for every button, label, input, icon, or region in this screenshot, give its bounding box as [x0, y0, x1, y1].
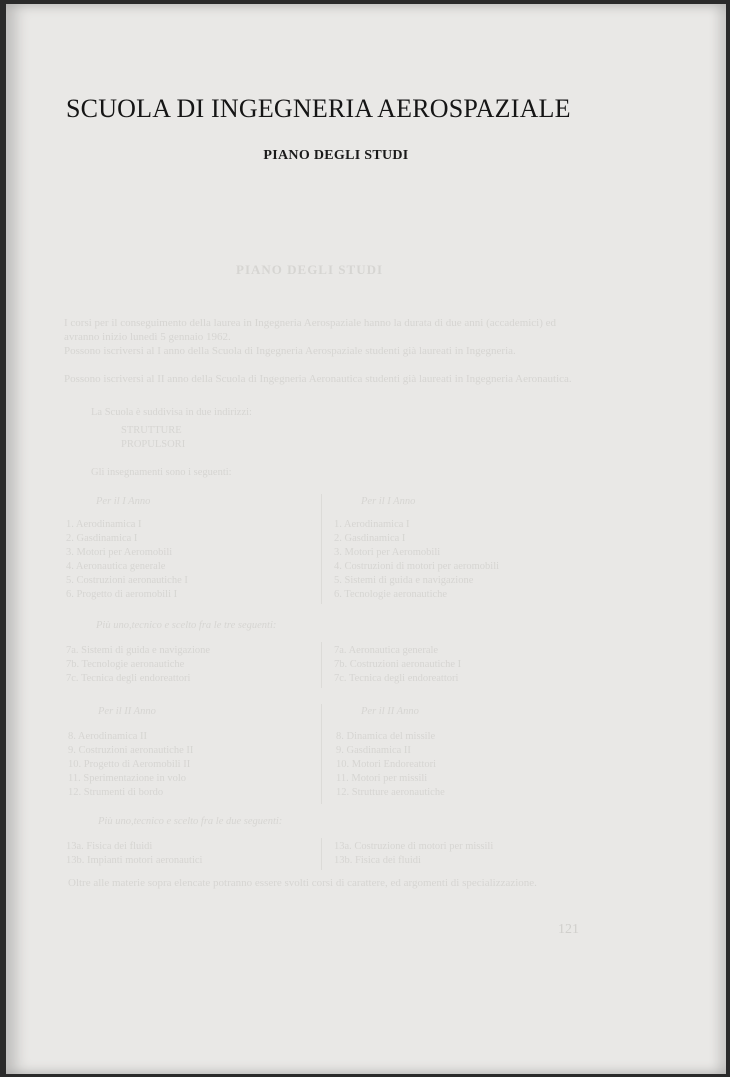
list-item: 2. Gasdinamica I	[66, 533, 138, 544]
list-item: 9. Gasdinamica II	[336, 745, 411, 756]
list-item: 11. Motori per missili	[336, 773, 428, 784]
list-item: 12. Strutture aeronautiche	[336, 787, 445, 798]
list-item: 7b. Costruzioni aeronautiche I	[334, 659, 462, 670]
list-item: 4. Aeronautica generale	[66, 561, 166, 572]
column-divider	[321, 494, 322, 604]
list-item: 7a. Sistemi di guida e navigazione	[66, 645, 211, 656]
show-through-year2-left-choice	[66, 840, 202, 868]
list-item: 7a. Aeronautica generale	[334, 645, 439, 656]
show-through-year2-right-title: Per il II Anno	[361, 706, 419, 717]
show-through-year1-right	[334, 518, 499, 602]
show-through-year1-right-title: Per il I Anno	[361, 496, 416, 507]
list-item: 1. Aerodinamica I	[334, 519, 410, 530]
show-through-year2-left	[68, 730, 193, 800]
show-through-teachings-intro: Gli insegnamenti sono i seguenti:	[91, 467, 232, 478]
list-item: 2. Gasdinamica I	[334, 533, 406, 544]
list-item: 7c. Tecnica degli endoreattori	[66, 673, 191, 684]
show-through-year2-right-choice	[334, 840, 493, 868]
show-through-section: STRUTTURE	[121, 425, 182, 436]
list-item: 9. Costruzioni aeronautiche II	[68, 745, 194, 756]
show-through-intro-1: I corsi per il conseguimento della laurea in Ingegneria Aerospaziale hanno la durata di due anni (accademici) ed avranno inizio lunedì 5 gennaio 1962.	[64, 317, 557, 343]
list-item: 3. Motori per Aeromobili	[66, 547, 173, 558]
show-through-intro-2: Possono iscriversi al I anno della Scuola di Ingegneria Aerospaziale studenti già laureati in Ingegneria.	[64, 345, 516, 357]
list-item: 6. Tecnologie aeronautiche	[334, 589, 448, 600]
show-through-year2-left-title: Per il II Anno	[98, 706, 156, 717]
show-through-year1-left-title: Per il I Anno	[96, 496, 151, 507]
list-item: 13b. Impianti motori aeronautici	[66, 855, 203, 866]
list-item: 12. Strumenti di bordo	[68, 787, 164, 798]
show-through-year1-choice-note: Più uno,tecnico e scelto fra le tre seguenti:	[96, 620, 277, 631]
column-divider	[321, 642, 322, 688]
show-through-intro-3: Possono iscriversi al II anno della Scuola di Ingegneria Aeronautica studenti già laureati in Ingegneria Aeronautica.	[64, 373, 572, 385]
show-through-year2-choice-note: Più uno,tecnico e scelto fra le due seguenti:	[98, 816, 283, 827]
document-page	[6, 4, 726, 1074]
list-item: 8. Aerodinamica II	[68, 731, 148, 742]
list-item: 10. Progetto di Aeromobili II	[68, 759, 191, 770]
list-item: 13a. Fisica dei fluidi	[66, 841, 153, 852]
list-item: 1. Aerodinamica I	[66, 519, 142, 530]
list-item: 10. Motori Endoreattori	[336, 759, 437, 770]
page-number: 121	[558, 922, 579, 937]
list-item: 6. Progetto di aeromobili I	[66, 589, 178, 600]
show-through-year1-left	[66, 518, 188, 602]
show-through-heading: PIANO DEGLI STUDI	[236, 262, 384, 277]
list-item: 7c. Tecnica degli endoreattori	[334, 673, 459, 684]
show-through-closing: Oltre alle materie sopra elencate potranno essere svolti corsi di carattere, ed argomenti di specializzazione.	[68, 877, 537, 889]
column-divider	[321, 704, 322, 804]
show-through-year1-right-choice	[334, 644, 461, 686]
list-item: 11. Sperimentazione in volo	[68, 773, 187, 784]
column-divider	[321, 838, 322, 870]
list-item: 8. Dinamica del missile	[336, 731, 436, 742]
show-through-section: PROPULSORI	[121, 439, 186, 450]
list-item: 5. Costruzioni aeronautiche I	[66, 575, 188, 586]
show-through-year2-right	[336, 730, 445, 800]
page-subtitle: PIANO DEGLI STUDI	[263, 148, 409, 163]
show-through-year1-left-choice	[66, 644, 210, 686]
show-through-sections	[121, 424, 185, 452]
list-item: 7b. Tecnologie aeronautiche	[66, 659, 185, 670]
list-item: 4. Costruzioni di motori per aeromobili	[334, 561, 500, 572]
list-item: 13a. Costruzione di motori per missili	[334, 841, 494, 852]
page-title: SCUOLA DI INGEGNERIA AEROSPAZIALE	[66, 94, 571, 123]
show-through-sections-intro: La Scuola è suddivisa in due indirizzi:	[91, 407, 252, 418]
list-item: 5. Sistemi di guida e navigazione	[334, 575, 474, 586]
list-item: 13b. Fisica dei fluidi	[334, 855, 421, 866]
list-item: 3. Motori per Aeromobili	[334, 547, 441, 558]
